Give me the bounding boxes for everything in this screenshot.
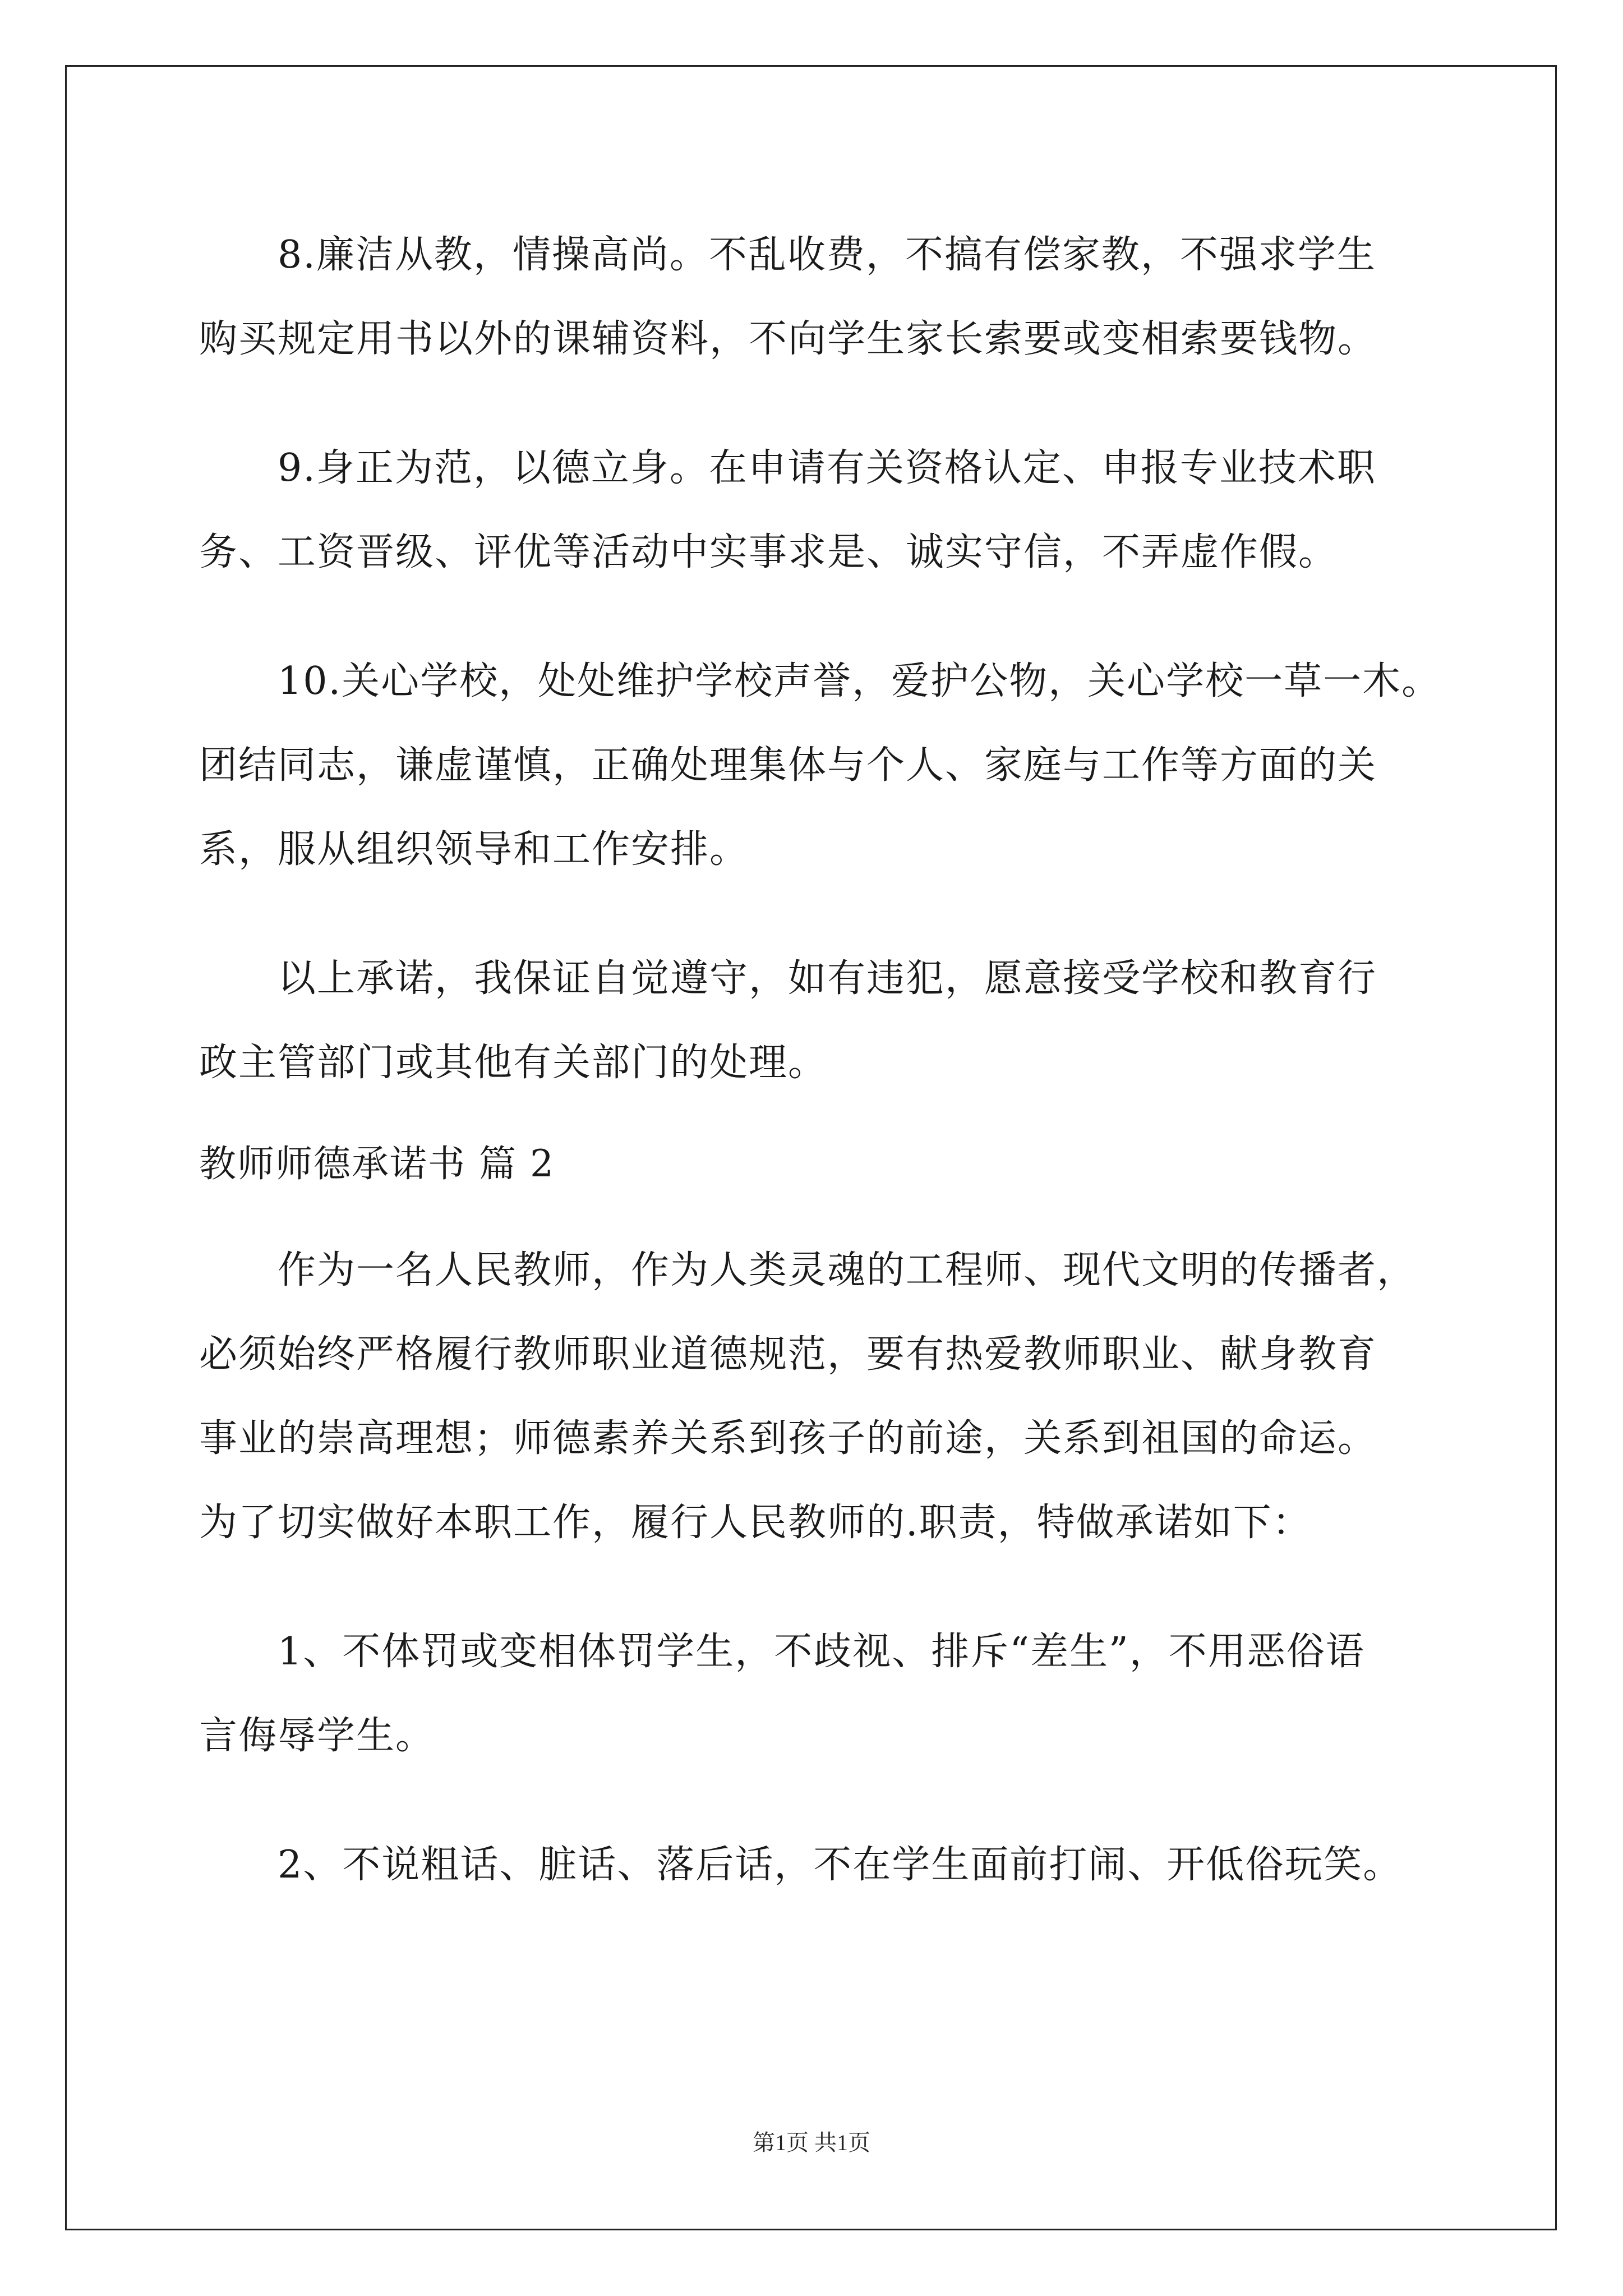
- paragraph-line: 系，服从组织领导和工作安排。: [199, 827, 749, 872]
- paragraph-line: 以上承诺，我保证自觉遵守，如有违犯，愿意接受学校和教育行: [278, 956, 1377, 1001]
- page-footer: 第1页 共1页: [753, 2130, 870, 2155]
- paragraph-line: 8.廉洁从教，情操高尚。不乱收费，不搞有偿家教，不强求学生: [278, 233, 1376, 277]
- paragraph-line: 言侮辱学生。: [199, 1714, 435, 1758]
- paragraph-line: 必须始终严格履行教师职业道德规范，要有热爱教师职业、献身教育: [199, 1332, 1377, 1377]
- paragraph-line: 为了切实做好本职工作，履行人民教师的.职责，特做承诺如下：: [199, 1501, 1312, 1545]
- paragraph-line: 团结同志，谦虚谨慎，正确处理集体与个人、家庭与工作等方面的关: [199, 743, 1377, 788]
- paragraph-line: 1、不体罚或变相体罚学生，不歧视、排斥“差生”，不用恶俗语: [278, 1630, 1365, 1674]
- paragraph-line: 事业的崇高理想；师德素养关系到孩子的前途，关系到祖国的命运。: [199, 1416, 1377, 1461]
- section-heading: 教师师德承诺书 篇 2: [199, 1142, 555, 1185]
- paragraph-line: 作为一名人民教师，作为人类灵魂的工程师、现代文明的传播者，: [278, 1248, 1417, 1292]
- paragraph-line: 10.关心学校，处处维护学校声誉，爱护公物，关心学校一草一木。: [278, 659, 1441, 703]
- paragraph-line: 购买规定用书以外的课辅资料，不向学生家长索要或变相索要钱物。: [199, 317, 1377, 361]
- paragraph-line: 政主管部门或其他有关部门的处理。: [199, 1041, 828, 1085]
- paragraph-line: 2、不说粗话、脏话、落后话，不在学生面前打闹、开低俗玩笑。: [278, 1843, 1403, 1887]
- paragraph-line: 务、工资晋级、评优等活动中实事求是、诚实守信，不弄虚作假。: [199, 530, 1338, 574]
- paragraph-line: 9.身正为范，以德立身。在申请有关资格认定、申报专业技术职: [278, 446, 1376, 490]
